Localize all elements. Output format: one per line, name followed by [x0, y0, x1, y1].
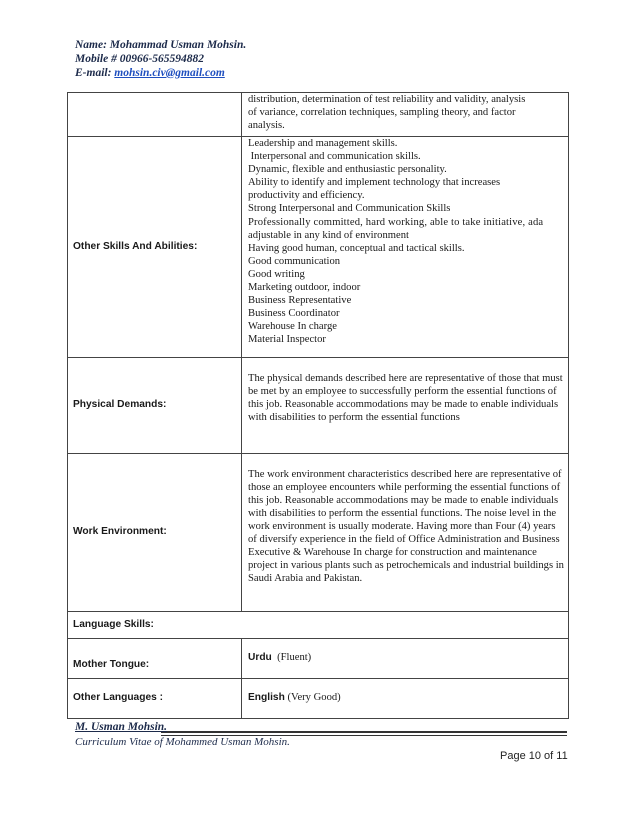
other-languages-value: [242, 678, 569, 718]
page-number: Page 10 of 11: [500, 750, 568, 762]
table-row-skills: [68, 137, 569, 358]
header-name: Name: Mohammad Usman Mohsin.: [75, 39, 247, 51]
header-mobile: Mobile # 00966-565594882: [75, 53, 205, 65]
mother-tongue-label: Mother Tongue:: [68, 638, 242, 678]
physical-label: Physical Demands:: [68, 357, 242, 453]
skill-item: Ability to identify and implement technology that increases: [248, 177, 501, 189]
mother-tongue-language: Urdu: [248, 652, 272, 664]
skill-item: Dynamic, flexible and enthusiastic personality.: [248, 164, 447, 176]
mother-tongue-level: (Fluent): [277, 652, 312, 664]
continued-content: [242, 93, 569, 137]
skill-item: Business Representative: [248, 295, 352, 307]
environment-label: Work Environment:: [68, 453, 242, 611]
table-row-other-languages: [68, 678, 569, 718]
language-skills-label: Language Skills:: [68, 611, 569, 638]
page-header: [75, 38, 246, 80]
environment-content: [242, 453, 569, 611]
skill-item: Warehouse In charge: [248, 321, 337, 333]
skill-item: Marketing outdoor, indoor: [248, 282, 361, 294]
table-row-continued: [68, 93, 569, 137]
table-row-environment: [68, 453, 569, 611]
other-languages-label: Other Languages :: [68, 678, 242, 718]
header-email-line: [75, 66, 246, 80]
footer-name: M. Usman Mohsin.: [75, 721, 168, 733]
email-link[interactable]: mohsin.civ@gmail.com: [114, 67, 225, 79]
skill-item: Good communication: [248, 255, 341, 267]
header-email-label: E-mail:: [75, 67, 112, 79]
continued-line: distribution, determination of test reliability and validity, analysis: [248, 94, 526, 105]
table-row-mother-tongue: [68, 638, 569, 678]
skill-item: Business Coordinator: [248, 308, 340, 320]
table-row-language-header: [68, 611, 569, 638]
mother-tongue-value: [242, 638, 569, 678]
skill-item: Professionally committed, hard working, able to take initiative, ada: [248, 216, 544, 228]
environment-text: The work environment characteristics described here are representative of those an employee encounters while performing the essential functions of this job. Reasonable accommodations may be made to enable individuals with disabilities to perform the essential functions. The noise level in the work environment is usually moderate. Having more than Four (4) years of diversify experience in the field of Office Administration and Business Executive & Warehouse In charge for construction and maintenance project in various plants such as petrochemicals and industrial buildings in Saudi Arabia and Pakistan.: [248, 468, 564, 585]
skill-item: Having good human, conceptual and tactical skills.: [248, 242, 465, 254]
other-language-level: (Very Good): [287, 692, 341, 704]
other-language: English: [248, 692, 285, 704]
skill-item: Material Inspector: [248, 334, 326, 346]
cv-table: [67, 92, 569, 719]
page-footer: [75, 721, 567, 749]
physical-text: The physical demands described here are representative of those that must be met by an employee to successfully perform the essential functions of this job. Reasonable accommodations may be made to enable individuals with disabilities to perform the essential functions: [248, 372, 563, 423]
continued-line: of variance, correlation techniques, sampling theory, and factor: [248, 107, 516, 119]
physical-content: [242, 357, 569, 453]
skill-item: Good writing: [248, 268, 305, 280]
footer-subtitle: Curriculum Vitae of Mohammed Usman Mohsin.: [75, 736, 290, 748]
continued-line: analysis.: [248, 120, 285, 132]
table-row-physical: [68, 357, 569, 453]
skills-content: [242, 137, 569, 358]
skill-item: Leadership and management skills.: [248, 138, 398, 149]
skill-item: productivity and efficiency.: [248, 190, 365, 202]
empty-label-cell: [68, 93, 242, 137]
skill-item: Strong Interpersonal and Communication Skills: [248, 203, 451, 215]
skills-label: Other Skills And Abilities:: [68, 137, 242, 358]
skill-item: Interpersonal and communication skills.: [248, 151, 421, 163]
skill-item: adjustable in any kind of environment: [248, 229, 409, 241]
